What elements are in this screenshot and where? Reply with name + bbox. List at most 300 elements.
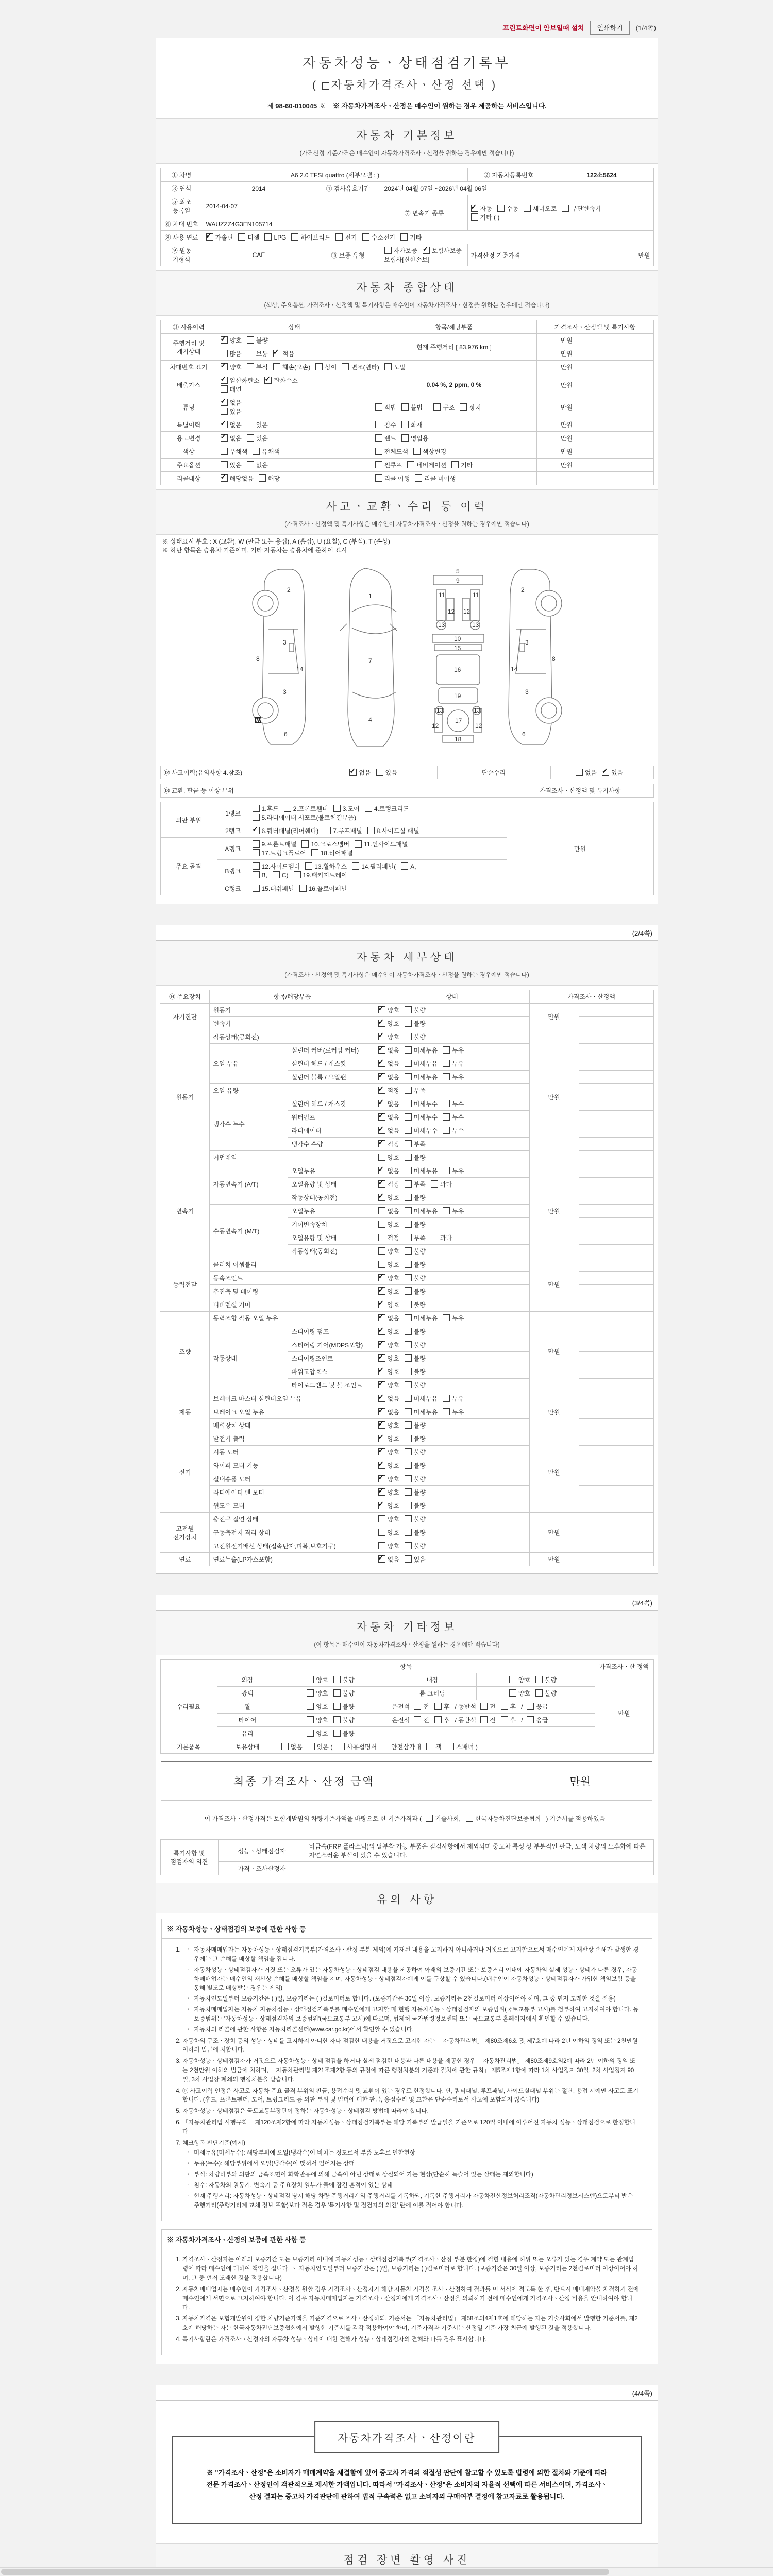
cell: ⑭ 주요장치 <box>160 990 210 1004</box>
cell <box>217 347 372 361</box>
cell <box>249 802 507 824</box>
checkbox-label: 불량 <box>413 1342 426 1349</box>
checkbox[interactable] <box>221 363 228 370</box>
checkbox[interactable] <box>253 849 260 856</box>
notice-box-2 <box>161 2229 652 2355</box>
checkbox[interactable] <box>221 399 228 406</box>
checkbox[interactable] <box>527 1703 534 1710</box>
checkbox[interactable] <box>307 1676 314 1683</box>
cell: 기어변속장치 <box>288 1218 375 1231</box>
checkbox[interactable] <box>375 474 382 482</box>
checkbox[interactable] <box>405 1435 412 1442</box>
table-row <box>160 784 653 798</box>
notice-item: 3. 자동차성능ㆍ상태점검자가 거짓으로 자동차성능ㆍ상태 점검을 하거나 실제 점검한 내용과 다른 내용을 제공한 경우 「자동차관리법」 제80조제9호의2에 따라 2년 이하의 징역 또는 2천만원 이하의 벌금에 처하며, 「자동차관리법 제21조제2항 등의 규정에 따른 행정처분의 기준과 절차에 관한 규칙」 제5조제1항에 따라 1차 사업정지 30일, 2차 사업정지 90일, 3차 사업장 폐쇄의 행정처분을 받습니다. <box>182 2057 640 2084</box>
checkbox[interactable] <box>405 1154 412 1161</box>
checkbox[interactable] <box>333 1703 341 1710</box>
checkbox[interactable] <box>535 1676 543 1683</box>
checkbox[interactable] <box>443 1314 450 1321</box>
checkbox[interactable] <box>378 1515 385 1522</box>
checkbox[interactable] <box>378 1100 385 1107</box>
checkbox[interactable] <box>247 434 254 442</box>
checkbox[interactable] <box>253 805 260 812</box>
checkbox[interactable] <box>378 1328 385 1335</box>
cell <box>372 445 536 459</box>
checkbox[interactable] <box>576 769 583 776</box>
checkbox[interactable] <box>405 1502 412 1509</box>
checkbox[interactable] <box>259 474 266 482</box>
panel-num: 11 <box>473 591 479 599</box>
checkbox-label: 13.휠하우스 <box>314 863 347 870</box>
checkbox[interactable] <box>307 1689 314 1697</box>
checkbox[interactable] <box>405 1328 412 1335</box>
checkbox[interactable] <box>443 1207 450 1214</box>
panel-num: 18 <box>455 736 462 743</box>
checkbox[interactable] <box>378 1247 385 1255</box>
checkbox[interactable] <box>405 1234 412 1241</box>
checkbox[interactable] <box>405 1462 412 1469</box>
checkbox[interactable] <box>378 1488 385 1496</box>
checkbox[interactable] <box>405 1127 412 1134</box>
checkbox[interactable] <box>378 1381 385 1388</box>
checkbox[interactable] <box>253 840 260 848</box>
checkbox[interactable] <box>365 805 372 812</box>
checkbox[interactable] <box>401 862 408 870</box>
checkbox[interactable] <box>405 1529 412 1536</box>
checkbox[interactable] <box>405 1207 412 1214</box>
checkbox[interactable] <box>378 1087 385 1094</box>
checkbox[interactable] <box>378 1033 385 1040</box>
checkbox[interactable] <box>307 1703 314 1710</box>
checkbox[interactable] <box>264 233 272 241</box>
checkbox[interactable] <box>273 350 280 357</box>
checkbox[interactable] <box>405 1140 412 1147</box>
checkbox[interactable] <box>221 408 228 415</box>
checkbox[interactable] <box>378 1354 385 1362</box>
overall-state-table <box>160 320 654 485</box>
checkbox[interactable] <box>378 1462 385 1469</box>
checkbox[interactable] <box>405 1381 412 1388</box>
cell <box>217 334 372 347</box>
checkbox-label: 후 <box>510 1717 516 1724</box>
checkbox[interactable] <box>405 1247 412 1255</box>
cell <box>597 445 653 459</box>
checkbox[interactable] <box>405 1167 412 1174</box>
checkbox[interactable] <box>413 448 421 455</box>
cell <box>375 1164 529 1178</box>
checkbox[interactable] <box>501 1703 508 1710</box>
print-button[interactable]: 인쇄하기 <box>590 21 629 35</box>
checkbox[interactable] <box>423 247 430 254</box>
checkbox[interactable] <box>378 1140 385 1147</box>
checkbox[interactable] <box>443 1395 450 1402</box>
checkbox[interactable] <box>333 805 341 812</box>
checkbox[interactable] <box>378 1274 385 1281</box>
checkbox[interactable] <box>378 1529 385 1536</box>
checkbox[interactable] <box>426 1743 433 1750</box>
checkbox[interactable] <box>352 862 359 870</box>
table-row <box>160 1687 653 1700</box>
checkbox[interactable] <box>281 1743 289 1750</box>
checkbox[interactable] <box>471 205 478 212</box>
cell <box>536 472 653 485</box>
checkbox[interactable] <box>307 1716 314 1723</box>
horizontal-scrollbar[interactable] <box>0 2567 773 2576</box>
horizontal-scrollbar-thumb[interactable] <box>1 2569 609 2575</box>
checkbox[interactable] <box>238 233 245 241</box>
checkbox-label: 불량 <box>413 1529 426 1536</box>
checkbox[interactable] <box>253 871 260 878</box>
checkbox-label: 양호 <box>387 1301 399 1309</box>
checkbox[interactable] <box>405 1261 412 1268</box>
checkbox[interactable] <box>443 1113 450 1121</box>
checkbox[interactable] <box>291 233 298 241</box>
checkbox[interactable] <box>378 1287 385 1295</box>
checkbox[interactable] <box>405 1475 412 1482</box>
cell: 가격ㆍ조사산정자 <box>218 1862 306 1875</box>
checkbox-label: 있음 <box>256 435 268 442</box>
cell: 만원 <box>550 244 653 266</box>
checkbox-label: 자동차가격조사ㆍ산정 <box>331 79 457 91</box>
checkbox[interactable] <box>405 1020 412 1027</box>
checkbox[interactable] <box>362 233 369 241</box>
cell <box>579 1258 653 1272</box>
checkbox-label: 불량 <box>545 1690 557 1697</box>
checkbox[interactable] <box>378 1341 385 1348</box>
checkbox[interactable] <box>322 82 329 90</box>
checkbox[interactable] <box>299 885 307 892</box>
checkbox-label: 양호 <box>387 1449 399 1456</box>
checkbox[interactable] <box>443 1060 450 1067</box>
checkbox[interactable] <box>378 1207 385 1214</box>
checkbox[interactable] <box>434 1703 442 1710</box>
checkbox[interactable] <box>405 1221 412 1228</box>
checkbox[interactable] <box>509 1689 516 1697</box>
cell <box>372 459 536 472</box>
checkbox[interactable] <box>378 1408 385 1415</box>
checkbox[interactable] <box>527 1716 534 1723</box>
checkbox[interactable] <box>405 1421 412 1429</box>
table-row <box>160 1084 653 1097</box>
cell: 자동변속기 (A/T) <box>210 1164 288 1205</box>
checkbox[interactable] <box>434 1716 442 1723</box>
checkbox[interactable] <box>378 1542 385 1549</box>
checkbox[interactable] <box>342 363 349 370</box>
checkbox[interactable] <box>426 1815 433 1822</box>
cell <box>375 1472 529 1486</box>
checkbox[interactable] <box>221 377 228 384</box>
checkbox-label: 9.프론트패널 <box>261 841 297 848</box>
table-row <box>160 396 653 418</box>
page-2 <box>156 940 658 1574</box>
checkbox[interactable] <box>378 1127 385 1134</box>
checkbox[interactable] <box>382 1743 389 1750</box>
checkbox-label: 불량 <box>413 1154 426 1161</box>
checkbox[interactable] <box>405 1087 412 1094</box>
checkbox[interactable] <box>405 1287 412 1295</box>
checkbox[interactable] <box>378 1221 385 1228</box>
checkbox[interactable] <box>378 1154 385 1161</box>
checkbox[interactable] <box>431 1234 438 1241</box>
cell <box>579 1178 653 1191</box>
checkbox-label: 전 <box>423 1703 429 1710</box>
checkbox[interactable] <box>405 1408 412 1415</box>
checkbox[interactable] <box>315 363 323 370</box>
checkbox[interactable] <box>431 1180 438 1188</box>
checkbox[interactable] <box>443 1073 450 1080</box>
panel-num: 7 <box>368 657 372 665</box>
checkbox[interactable] <box>400 233 408 241</box>
checkbox[interactable] <box>602 769 609 776</box>
checkbox[interactable] <box>443 1167 450 1174</box>
checkbox-label: 불량 <box>413 1194 426 1201</box>
panel-num: 3 <box>283 688 287 696</box>
checkbox[interactable] <box>378 1261 385 1268</box>
checkbox[interactable] <box>221 385 228 393</box>
table-row <box>160 374 653 396</box>
checkbox[interactable] <box>378 1301 385 1308</box>
checkbox[interactable] <box>333 1676 341 1683</box>
checkbox[interactable] <box>501 1716 508 1723</box>
cell <box>381 244 467 266</box>
checkbox[interactable] <box>355 840 362 848</box>
checkbox[interactable] <box>378 1555 385 1563</box>
checkbox[interactable] <box>378 1448 385 1455</box>
checkbox[interactable] <box>405 1113 412 1121</box>
checkbox[interactable] <box>378 1006 385 1013</box>
checkbox[interactable] <box>333 1689 341 1697</box>
checkbox[interactable] <box>378 1234 385 1241</box>
checkbox[interactable] <box>378 1194 385 1201</box>
table-row <box>160 1499 653 1513</box>
table-row <box>160 432 653 445</box>
checkbox[interactable] <box>221 474 228 482</box>
checkbox[interactable] <box>247 363 254 370</box>
cell <box>375 1258 529 1272</box>
checkbox-label: 미세누유 <box>413 1060 438 1067</box>
cell: 내장 <box>389 1673 476 1687</box>
checkbox[interactable] <box>443 1100 450 1107</box>
checkbox[interactable] <box>301 840 309 848</box>
checkbox[interactable] <box>253 862 260 870</box>
panel-num: 13 <box>474 707 481 714</box>
checkbox[interactable] <box>378 1046 385 1054</box>
checkbox[interactable] <box>264 377 272 384</box>
checkbox[interactable] <box>284 805 291 812</box>
checkbox[interactable] <box>311 849 318 856</box>
checkbox[interactable] <box>247 336 254 344</box>
checkbox[interactable] <box>443 1127 450 1134</box>
checkbox-label: 양호 <box>387 1194 399 1201</box>
checkbox[interactable] <box>221 461 228 468</box>
checkbox[interactable] <box>307 1730 314 1737</box>
checkbox[interactable] <box>376 769 383 776</box>
section-note: (가격조사ㆍ산정액 및 특기사항은 매수인이 자동차가격조사ㆍ산정을 원하는 경우에만 적습니다) <box>284 521 529 528</box>
table-row <box>160 1405 653 1419</box>
checkbox[interactable] <box>384 363 392 370</box>
checkbox[interactable] <box>308 1743 315 1750</box>
checkbox[interactable] <box>407 461 414 468</box>
print-install-notice[interactable]: 프린트화면이 안보일때 설치 <box>502 24 584 32</box>
checkbox[interactable] <box>378 1368 385 1375</box>
checkbox[interactable] <box>405 1274 412 1281</box>
checkbox[interactable] <box>273 871 280 878</box>
checkbox[interactable] <box>401 403 409 411</box>
notice-item <box>182 1946 640 2035</box>
checkbox-label: 누수 <box>452 1127 464 1134</box>
checkbox[interactable] <box>405 1354 412 1362</box>
checkbox[interactable] <box>378 1475 385 1482</box>
checkbox[interactable] <box>305 862 312 870</box>
checkbox[interactable] <box>333 1716 341 1723</box>
checkbox[interactable] <box>375 434 382 442</box>
cell: 클러치 어셈블리 <box>210 1258 375 1272</box>
checkbox[interactable] <box>460 403 467 411</box>
checkbox[interactable] <box>324 827 331 834</box>
checkbox[interactable] <box>562 205 569 212</box>
checkbox-label: 없음 <box>387 1556 399 1563</box>
checkbox[interactable] <box>405 1542 412 1549</box>
checkbox[interactable] <box>375 403 382 411</box>
checkbox[interactable] <box>497 205 505 212</box>
checkbox[interactable] <box>433 403 441 411</box>
checkbox[interactable] <box>375 461 382 468</box>
checkbox[interactable] <box>414 1703 421 1710</box>
checkbox[interactable] <box>401 434 409 442</box>
checkbox[interactable] <box>221 336 228 344</box>
checkbox[interactable] <box>294 871 301 878</box>
checkbox[interactable] <box>221 421 228 428</box>
checkbox[interactable] <box>447 1743 454 1750</box>
checkbox[interactable] <box>405 1341 412 1348</box>
checkbox[interactable] <box>378 1421 385 1429</box>
checkbox-label: 전 <box>489 1703 496 1710</box>
checkbox[interactable] <box>405 1555 412 1563</box>
cell <box>375 1419 529 1432</box>
checkbox[interactable] <box>378 1395 385 1402</box>
checkbox[interactable] <box>471 213 478 221</box>
checkbox[interactable] <box>378 1435 385 1442</box>
checkbox[interactable] <box>401 421 409 428</box>
checkbox-label: 불량 <box>413 1502 426 1510</box>
checkbox-label: 기타 <box>410 234 422 241</box>
cell: 윈도우 모터 <box>210 1499 375 1513</box>
table-row <box>160 231 653 244</box>
cell <box>217 459 372 472</box>
checkbox[interactable] <box>378 1060 385 1067</box>
checkbox[interactable] <box>451 461 459 468</box>
cell: 가격조사ㆍ산정액 및 특기사항 <box>536 320 653 334</box>
checkbox[interactable] <box>367 827 375 834</box>
checkbox[interactable] <box>524 205 531 212</box>
checkbox[interactable] <box>535 1689 543 1697</box>
checkbox[interactable] <box>405 1448 412 1455</box>
checkbox[interactable] <box>405 1046 412 1054</box>
checkbox-label: 양호 <box>387 1422 399 1429</box>
checkbox[interactable] <box>405 1301 412 1308</box>
checkbox-label: 누유 <box>452 1074 464 1081</box>
checkbox[interactable] <box>253 885 260 892</box>
checkbox[interactable] <box>378 1502 385 1509</box>
checkbox-label: 없음 <box>387 1395 399 1402</box>
cell: ⑩ 보증 유형 <box>315 244 381 266</box>
checkbox[interactable] <box>509 1676 516 1683</box>
checkbox[interactable] <box>253 814 260 821</box>
checkbox[interactable] <box>378 1113 385 1121</box>
checkbox[interactable] <box>349 769 357 776</box>
checkbox[interactable] <box>338 1743 345 1750</box>
cell <box>375 1499 529 1513</box>
section-title: 자동차 기타정보 <box>356 1621 458 1633</box>
checkbox[interactable] <box>378 1073 385 1080</box>
checkbox[interactable] <box>333 1730 341 1737</box>
cell <box>249 882 507 895</box>
checkbox[interactable] <box>247 350 254 357</box>
checkbox[interactable] <box>405 1100 412 1107</box>
cell: 원동기 <box>160 1030 210 1164</box>
checkbox[interactable] <box>480 1703 488 1710</box>
checkbox[interactable] <box>443 1408 450 1415</box>
checkbox[interactable] <box>405 1395 412 1402</box>
checkbox[interactable] <box>335 233 343 241</box>
cell <box>597 432 653 445</box>
checkbox[interactable] <box>221 350 228 357</box>
checkbox[interactable] <box>405 1073 412 1080</box>
checkbox-label: 양호 <box>518 1690 530 1697</box>
checkbox[interactable] <box>221 434 228 442</box>
checkbox[interactable] <box>443 1046 450 1054</box>
checkbox[interactable] <box>405 1515 412 1522</box>
checkbox[interactable] <box>405 1314 412 1321</box>
checkbox-label: 스패너 ) <box>456 1743 478 1751</box>
cell <box>249 824 507 838</box>
checkbox[interactable] <box>414 1716 421 1723</box>
checkbox-label: 18.리어패널 <box>320 850 353 857</box>
cell <box>249 838 507 860</box>
checkbox[interactable] <box>405 1006 412 1013</box>
checkbox[interactable] <box>253 827 260 834</box>
checkbox[interactable] <box>378 1167 385 1174</box>
checkbox[interactable] <box>405 1194 412 1201</box>
checkbox[interactable] <box>378 1020 385 1027</box>
panel-num: 12 <box>448 608 455 615</box>
checkbox[interactable] <box>405 1033 412 1040</box>
checkbox-label: 미세누수 <box>413 1127 438 1134</box>
checkbox[interactable] <box>375 448 382 455</box>
page-indicator-1: (1/4쪽) <box>635 24 656 32</box>
checkbox[interactable] <box>405 1488 412 1496</box>
checkbox[interactable] <box>480 1716 488 1723</box>
checkbox[interactable] <box>273 363 280 370</box>
table-row <box>160 1539 653 1553</box>
checkbox[interactable] <box>378 1180 385 1188</box>
checkbox-label: 없음 <box>387 1114 399 1121</box>
checkbox[interactable] <box>221 448 228 455</box>
checkbox[interactable] <box>206 233 213 241</box>
cell <box>579 1164 653 1178</box>
checkbox[interactable] <box>378 1314 385 1321</box>
checkbox[interactable] <box>405 1060 412 1067</box>
cell: 만원 <box>536 445 597 459</box>
checkbox[interactable] <box>247 461 254 468</box>
checkbox[interactable] <box>405 1180 412 1188</box>
checkbox[interactable] <box>405 1368 412 1375</box>
checkbox[interactable] <box>375 421 382 428</box>
checkbox[interactable] <box>466 1815 473 1822</box>
checkbox[interactable] <box>415 474 422 482</box>
checkbox[interactable] <box>253 448 260 455</box>
checkbox[interactable] <box>384 247 392 254</box>
checkbox[interactable] <box>247 421 254 428</box>
